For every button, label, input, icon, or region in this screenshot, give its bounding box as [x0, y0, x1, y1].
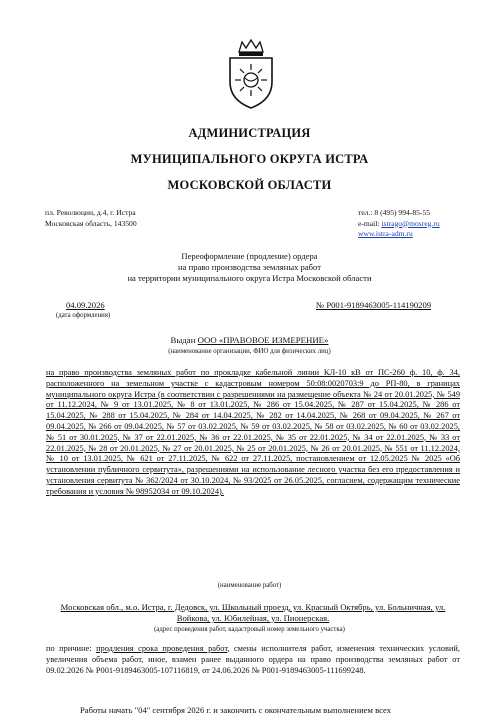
subject-line1: Переоформление (продление) ордера — [181, 251, 318, 261]
subject-line3: на территории муниципального округа Истра Московской области — [127, 273, 372, 284]
site-link[interactable]: www.istra-adm.ru — [358, 229, 413, 238]
reason-prefix: по причине: — [46, 644, 97, 653]
header-title-line3: МОСКОВСКОЙ ОБЛАСТИ — [167, 178, 332, 192]
issued-caption: (наименование организации, ФИО для физических лиц) — [168, 348, 331, 355]
order-number: № Р001-9189463005-114190209 — [316, 300, 432, 310]
phone-text: тел.: 8 (495) 994-85-55 — [358, 208, 431, 217]
issued-prefix: Выдан — [170, 335, 198, 345]
order-date-caption: (дата оформления) — [56, 312, 111, 319]
header-title-line2: МУНИЦИПАЛЬНОГО ОКРУГА ИСТРА — [130, 152, 369, 166]
address-line2: Московская область, 143500 — [45, 218, 137, 228]
subject-line2: на право производства земляных работ — [178, 262, 321, 273]
location-caption: (адрес проведения работ, кадастровый номер земельного участка) — [154, 626, 345, 633]
works-caption: (наименование работ) — [217, 582, 282, 589]
subject-block — [0, 251, 499, 285]
contacts-block — [358, 208, 440, 240]
location-text: Московская обл., м.о. Истра, г. Дедовск, ул. Школьный проезд, ул. Красный Октябрь, ул. Больничная, ул. Войкова, ул. Юбилейная, ул. Пионерская. — [60, 602, 446, 623]
email-link[interactable]: istrago@mosreg.ru — [381, 218, 440, 228]
issued-org: ООО «ПРАВОВОЕ ИЗМЕРЕНИЕ» — [197, 335, 329, 345]
address-line1: пл. Революции, д.4, г. Истра — [45, 208, 136, 217]
works-description: на право производства земляных работ по прокладке кабельной линии КЛ-10 кВ от ПС-260 ф. 10, ф. 34, расположенного на земельном участке с кадастровым номером 50:08:0020703:9 до РП-80, в границах муниципального округа Истра (в соответствии с разрешениями на размещение объекта № 24 от 20.01.2025, № 549 от 11.12.2024, № 9 от 13.01.2025, № 8 от 13.01.2025, № 286 от 15.04.2025, № 287 от 15.04.2025, № 286 от 15.04.2025, № 288 от 15.04.2025, № 284 от 14.04.2025, № 282 от 14.04.2025, № 268 от 09.04.2025, № 267 от 09.04.2025, № 266 от 09.04.2025, № 57 от 03.02.2025, № 59 от 03.02.2025, № 58 от 03.02.2025, № 60 от 03.02.2025, № 51 от 30.01.2025, № 37 от 22.01.2025, № 36 от 22.01.2025, № 35 от 22.01.2025, № 34 от 22.01.2025, № 33 от 22.01.2025, № 28 от 20.01.2025, № 27 от 20.01.2025, № 25 от 20.01.2025, № 26 от 20.01.2025, № 551 от 11.12.2024, № 10 от 13.01.2025, № 621 от 27.11.2025, № 622 от 27.11.2025, постановлением от 12.05.2025 № 2025 «Об установлении публичного сервитута», разрешениями на использование лесного участка без его предоставления и установления сервитута № 362/2024 от 30.10.2024, № 93/2025 от 26.05.2025, согласием, содержащим технические требования и условия № 98952034 от 09.10.2024). — [46, 368, 460, 496]
address-block — [45, 208, 137, 229]
reason-block — [46, 644, 460, 676]
reason-text: , смены исполнителя работ, изменения технических условий, увеличения объема работ, иное, взамен ранее выданного ордера на право производства земляных работ от 09.02.2026 № Р001-9189463005-107116819, от 24.06.2026 № Р001-9189463005-111699248. — [46, 644, 460, 675]
header-title-line1: АДМИНИСТРАЦИЯ — [188, 126, 311, 140]
issued-line — [0, 335, 499, 345]
order-date-wrap — [66, 300, 105, 310]
coat-of-arms-emblem — [224, 38, 278, 110]
email-label: e-mail: — [358, 218, 382, 228]
start-text: Работы начать "04" сентября 2026 г. и закончить с окончательным выполнением всех — [80, 705, 391, 715]
reason-underlined: продления срока проведения работ — [96, 644, 228, 653]
email-line — [358, 219, 440, 230]
order-date: 04.09.2026 — [66, 300, 105, 310]
